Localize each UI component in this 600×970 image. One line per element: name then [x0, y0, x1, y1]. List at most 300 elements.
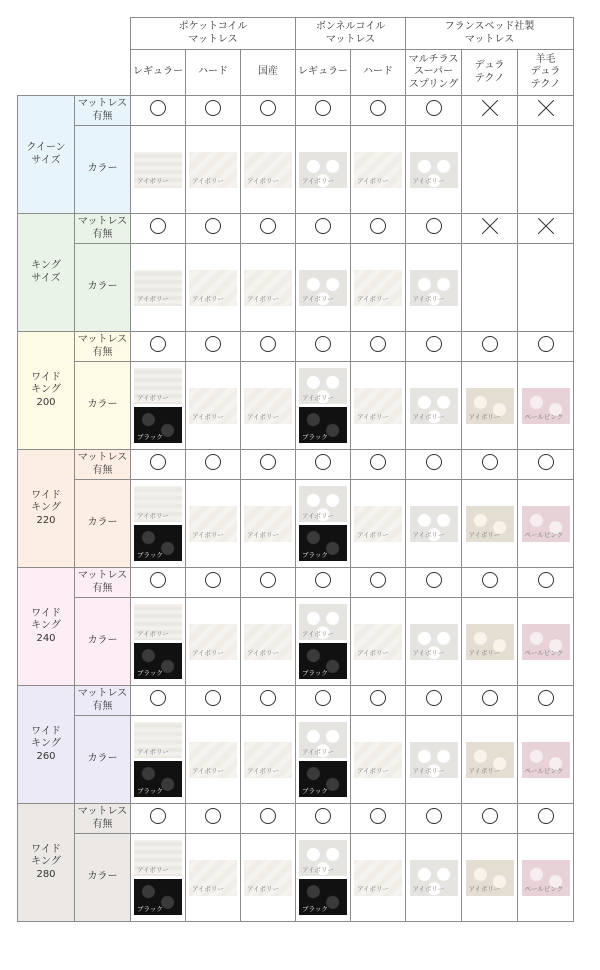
availability-cell — [351, 686, 406, 716]
circle-mark-icon — [150, 336, 166, 352]
availability-cell — [462, 214, 518, 244]
swatch-group — [351, 152, 405, 188]
circle-mark-icon — [150, 100, 166, 116]
color-cell — [186, 126, 241, 214]
table-row — [18, 804, 574, 834]
swatch-group — [462, 388, 517, 424]
swatch-label: アイボリー — [412, 413, 445, 422]
color-cell — [186, 716, 241, 804]
color-label: カラー — [75, 716, 131, 804]
circle-mark-icon — [150, 808, 166, 824]
table-row — [18, 834, 574, 922]
size-label-line: 240 — [36, 632, 56, 644]
swatch-group — [351, 388, 405, 424]
color-cell — [131, 716, 186, 804]
color-swatch-ivory — [354, 624, 402, 660]
mattress-label: マットレス 有無 — [75, 96, 131, 126]
color-swatch-ivory — [410, 624, 458, 660]
color-cell — [296, 362, 351, 450]
table-row — [18, 126, 574, 214]
column-header — [241, 50, 296, 96]
swatch-label: アイボリー — [247, 177, 279, 186]
color-cell — [518, 480, 574, 568]
circle-mark-icon — [260, 218, 276, 234]
circle-mark-icon — [426, 336, 442, 352]
swatch-label: ブラック — [137, 904, 163, 913]
column-header-line: ハード — [363, 66, 394, 78]
table-row — [18, 96, 574, 126]
circle-mark-icon — [260, 336, 276, 352]
color-swatch-pink — [522, 506, 570, 542]
availability-cell — [296, 686, 351, 716]
availability-cell — [131, 450, 186, 480]
circle-mark-icon — [260, 572, 276, 588]
color-cell — [462, 244, 518, 332]
color-cell — [518, 362, 574, 450]
swatch-label: アイボリー — [302, 295, 334, 304]
size-label-line: キング — [31, 620, 61, 632]
swatch-group — [186, 742, 240, 778]
color-cell — [406, 716, 462, 804]
color-cell — [131, 362, 186, 450]
color-swatch-ivory — [354, 742, 402, 778]
circle-mark-icon — [426, 218, 442, 234]
color-cell — [186, 480, 241, 568]
circle-mark-icon — [150, 454, 166, 470]
circle-mark-icon — [315, 336, 331, 352]
color-swatch-ivory — [189, 860, 237, 896]
swatch-group — [406, 152, 461, 188]
color-swatch-pink — [522, 388, 570, 424]
column-header-line: マルチラス — [408, 53, 459, 65]
table-row — [18, 244, 574, 332]
circle-mark-icon — [315, 572, 331, 588]
swatch-group — [241, 506, 295, 542]
swatch-label: ブラック — [302, 668, 328, 677]
color-swatch-ivory — [410, 152, 458, 188]
color-swatch-ivory — [244, 388, 292, 424]
swatch-label: アイボリー — [192, 295, 224, 304]
availability-cell — [518, 568, 574, 598]
swatch-label: アイボリー — [468, 885, 501, 894]
color-cell — [186, 362, 241, 450]
circle-mark-icon — [260, 690, 276, 706]
swatch-group — [351, 506, 405, 542]
color-cell — [241, 362, 296, 450]
group-header-bonnell-coil: ボンネルコイル マットレス — [296, 18, 406, 50]
color-cell — [296, 244, 351, 332]
swatch-label: ブラック — [302, 432, 328, 441]
color-label: カラー — [75, 834, 131, 922]
color-swatch-ivory — [299, 486, 347, 522]
circle-mark-icon — [205, 572, 221, 588]
size-label-line: キング — [31, 384, 61, 396]
color-cell — [131, 244, 186, 332]
swatch-group — [296, 604, 350, 679]
color-swatch-ivory — [134, 840, 182, 876]
color-swatch-ivory — [189, 742, 237, 778]
color-swatch-ivory — [244, 270, 292, 306]
circle-mark-icon — [150, 572, 166, 588]
availability-cell — [131, 332, 186, 362]
availability-cell — [296, 568, 351, 598]
column-header-line: デュラ — [530, 66, 561, 78]
swatch-group — [131, 152, 185, 188]
swatch-group — [406, 506, 461, 542]
cross-mark-icon — [481, 217, 499, 235]
swatch-label: アイボリー — [412, 295, 445, 304]
swatch-group — [296, 152, 350, 188]
availability-cell — [518, 96, 574, 126]
color-cell — [296, 834, 351, 922]
size-label-line: ワイド — [31, 725, 61, 737]
color-swatch-ivory — [354, 152, 402, 188]
swatch-label: アイボリー — [412, 649, 445, 658]
availability-cell — [518, 804, 574, 834]
swatch-label: アイボリー — [357, 295, 389, 304]
circle-mark-icon — [538, 336, 554, 352]
swatch-label: ペールピンク — [524, 531, 564, 540]
color-swatch-black — [134, 761, 182, 797]
availability-cell — [296, 96, 351, 126]
availability-cell — [296, 450, 351, 480]
swatch-group — [241, 152, 295, 188]
swatch-label: アイボリー — [412, 767, 445, 776]
swatch-group — [131, 604, 185, 679]
availability-cell — [462, 450, 518, 480]
column-header-line: テクノ — [530, 78, 561, 90]
size-label — [18, 214, 75, 332]
swatch-group — [131, 722, 185, 797]
table-row — [18, 362, 574, 450]
circle-mark-icon — [370, 572, 386, 588]
color-swatch-ivory — [410, 506, 458, 542]
mattress-label: マットレス 有無 — [75, 804, 131, 834]
color-swatch-pink — [522, 860, 570, 896]
swatch-label: アイボリー — [302, 747, 334, 756]
circle-mark-icon — [150, 218, 166, 234]
availability-cell — [351, 332, 406, 362]
swatch-group — [406, 860, 461, 896]
circle-mark-icon — [370, 218, 386, 234]
swatch-label: アイボリー — [247, 649, 279, 658]
swatch-group — [186, 270, 240, 306]
cross-mark-icon — [481, 99, 499, 117]
color-label: カラー — [75, 126, 131, 214]
column-header — [518, 50, 574, 96]
availability-cell — [351, 214, 406, 244]
column-header — [296, 50, 351, 96]
swatch-group — [296, 270, 350, 306]
size-label — [18, 686, 75, 804]
color-swatch-black — [134, 643, 182, 679]
color-label: カラー — [75, 244, 131, 332]
color-cell — [241, 598, 296, 686]
availability-cell — [296, 804, 351, 834]
circle-mark-icon — [370, 100, 386, 116]
header-group-row — [18, 18, 574, 50]
circle-mark-icon — [315, 454, 331, 470]
color-swatch-black — [299, 525, 347, 561]
color-swatch-ivory — [189, 388, 237, 424]
circle-mark-icon — [426, 572, 442, 588]
circle-mark-icon — [150, 690, 166, 706]
color-swatch-ivory — [466, 742, 514, 778]
swatch-label: ブラック — [302, 786, 328, 795]
circle-mark-icon — [315, 808, 331, 824]
color-cell — [351, 126, 406, 214]
circle-mark-icon — [260, 454, 276, 470]
swatch-label: アイボリー — [468, 767, 501, 776]
color-swatch-ivory — [410, 270, 458, 306]
size-label-line: キング — [31, 856, 61, 868]
availability-cell — [241, 450, 296, 480]
color-swatch-ivory — [134, 722, 182, 758]
color-swatch-black — [299, 761, 347, 797]
size-label — [18, 568, 75, 686]
color-cell — [406, 834, 462, 922]
swatch-group — [406, 270, 461, 306]
circle-mark-icon — [426, 454, 442, 470]
color-cell — [462, 480, 518, 568]
column-header-line: テクノ — [474, 72, 505, 84]
availability-cell — [186, 450, 241, 480]
swatch-group — [131, 486, 185, 561]
swatch-label: アイボリー — [357, 885, 389, 894]
color-swatch-ivory — [134, 152, 182, 188]
color-cell — [241, 244, 296, 332]
swatch-group — [186, 860, 240, 896]
size-label-line: ワイド — [31, 489, 61, 501]
color-label: カラー — [75, 598, 131, 686]
color-cell — [351, 598, 406, 686]
color-swatch-black — [134, 525, 182, 561]
availability-cell — [186, 96, 241, 126]
circle-mark-icon — [370, 336, 386, 352]
size-label-line: 220 — [36, 514, 56, 526]
color-cell — [518, 716, 574, 804]
color-cell — [351, 480, 406, 568]
size-label-line: キング — [31, 502, 61, 514]
circle-mark-icon — [205, 454, 221, 470]
table-row — [18, 332, 574, 362]
circle-mark-icon — [538, 454, 554, 470]
availability-cell — [518, 450, 574, 480]
color-swatch-ivory — [244, 624, 292, 660]
circle-mark-icon — [205, 100, 221, 116]
availability-cell — [462, 96, 518, 126]
column-header — [351, 50, 406, 96]
color-cell — [462, 362, 518, 450]
swatch-group — [241, 624, 295, 660]
color-swatch-ivory — [244, 506, 292, 542]
column-header — [462, 50, 518, 96]
circle-mark-icon — [426, 808, 442, 824]
swatch-label: アイボリー — [137, 295, 169, 304]
color-cell — [241, 126, 296, 214]
circle-mark-icon — [370, 454, 386, 470]
table-row — [18, 450, 574, 480]
color-cell — [186, 598, 241, 686]
swatch-group — [241, 860, 295, 896]
color-swatch-ivory — [466, 388, 514, 424]
swatch-group — [518, 860, 573, 896]
swatch-label: アイボリー — [302, 177, 334, 186]
circle-mark-icon — [205, 218, 221, 234]
swatch-group — [351, 742, 405, 778]
mattress-label: マットレス 有無 — [75, 450, 131, 480]
availability-cell — [241, 96, 296, 126]
color-swatch-ivory — [299, 270, 347, 306]
color-cell — [241, 716, 296, 804]
color-swatch-ivory — [466, 624, 514, 660]
color-swatch-black — [299, 643, 347, 679]
color-cell — [462, 716, 518, 804]
availability-cell — [296, 214, 351, 244]
group-header-france-bed: フランスベッド社製 マットレス — [406, 18, 574, 50]
color-cell — [351, 362, 406, 450]
color-swatch-ivory — [189, 152, 237, 188]
swatch-label: アイボリー — [468, 649, 501, 658]
swatch-group — [351, 624, 405, 660]
color-cell — [186, 244, 241, 332]
swatch-group — [462, 506, 517, 542]
color-swatch-ivory — [354, 388, 402, 424]
swatch-group — [296, 486, 350, 561]
size-label — [18, 450, 75, 568]
availability-cell — [131, 568, 186, 598]
swatch-label: アイボリー — [192, 531, 224, 540]
swatch-group — [131, 368, 185, 443]
swatch-label: アイボリー — [192, 177, 224, 186]
color-cell — [351, 716, 406, 804]
availability-cell — [351, 568, 406, 598]
size-label-line: ワイド — [31, 607, 61, 619]
circle-mark-icon — [538, 690, 554, 706]
circle-mark-icon — [482, 690, 498, 706]
size-label — [18, 96, 75, 214]
swatch-group — [518, 506, 573, 542]
swatch-group — [296, 722, 350, 797]
color-swatch-black — [299, 407, 347, 443]
circle-mark-icon — [205, 336, 221, 352]
swatch-label: アイボリー — [412, 177, 445, 186]
swatch-label: アイボリー — [302, 629, 334, 638]
color-swatch-black — [134, 879, 182, 915]
color-swatch-ivory — [354, 270, 402, 306]
color-swatch-ivory — [410, 860, 458, 896]
color-cell — [462, 834, 518, 922]
swatch-group — [131, 840, 185, 915]
availability-cell — [241, 804, 296, 834]
color-swatch-ivory — [134, 604, 182, 640]
color-cell — [462, 126, 518, 214]
availability-cell — [186, 804, 241, 834]
color-cell — [518, 834, 574, 922]
table-row — [18, 480, 574, 568]
color-swatch-ivory — [299, 840, 347, 876]
size-label-line: サイズ — [31, 272, 61, 284]
swatch-label: アイボリー — [192, 767, 224, 776]
mattress-label: マットレス 有無 — [75, 686, 131, 716]
color-swatch-black — [134, 407, 182, 443]
color-swatch-ivory — [244, 860, 292, 896]
swatch-label: アイボリー — [357, 531, 389, 540]
color-swatch-ivory — [299, 152, 347, 188]
circle-mark-icon — [315, 690, 331, 706]
color-swatch-ivory — [354, 506, 402, 542]
swatch-group — [296, 840, 350, 915]
table-row — [18, 686, 574, 716]
swatch-group — [406, 388, 461, 424]
swatch-group — [406, 624, 461, 660]
swatch-label: アイボリー — [137, 629, 169, 638]
swatch-label: アイボリー — [137, 511, 169, 520]
size-label-line: サイズ — [31, 154, 61, 166]
swatch-label: アイボリー — [412, 531, 445, 540]
availability-cell — [296, 332, 351, 362]
color-cell — [296, 480, 351, 568]
color-cell — [131, 480, 186, 568]
swatch-label: アイボリー — [137, 177, 169, 186]
column-header — [131, 50, 186, 96]
availability-cell — [186, 686, 241, 716]
color-cell — [406, 598, 462, 686]
size-label-line: キング — [31, 738, 61, 750]
circle-mark-icon — [426, 690, 442, 706]
color-swatch-ivory — [189, 506, 237, 542]
color-cell — [406, 244, 462, 332]
color-swatch-ivory — [410, 388, 458, 424]
color-cell — [351, 834, 406, 922]
color-swatch-ivory — [299, 604, 347, 640]
circle-mark-icon — [482, 336, 498, 352]
swatch-label: アイボリー — [247, 531, 279, 540]
swatch-label: ペールピンク — [524, 767, 564, 776]
color-cell — [518, 244, 574, 332]
swatch-group — [296, 368, 350, 443]
color-cell — [351, 244, 406, 332]
color-swatch-pink — [522, 624, 570, 660]
availability-cell — [462, 686, 518, 716]
swatch-label: ブラック — [137, 550, 163, 559]
mattress-availability-table — [17, 17, 574, 922]
table-row — [18, 598, 574, 686]
size-label — [18, 804, 75, 922]
mattress-label: マットレス 有無 — [75, 214, 131, 244]
swatch-label: アイボリー — [137, 393, 169, 402]
color-swatch-ivory — [134, 368, 182, 404]
swatch-label: アイボリー — [357, 177, 389, 186]
color-cell — [131, 834, 186, 922]
availability-cell — [241, 332, 296, 362]
availability-cell — [406, 568, 462, 598]
color-cell — [186, 834, 241, 922]
circle-mark-icon — [205, 808, 221, 824]
swatch-group — [351, 270, 405, 306]
swatch-label: アイボリー — [247, 295, 279, 304]
availability-cell — [406, 450, 462, 480]
swatch-label: アイボリー — [192, 885, 224, 894]
circle-mark-icon — [260, 808, 276, 824]
color-swatch-ivory — [134, 486, 182, 522]
circle-mark-icon — [370, 808, 386, 824]
table-row — [18, 716, 574, 804]
color-cell — [131, 598, 186, 686]
availability-cell — [131, 214, 186, 244]
availability-cell — [186, 332, 241, 362]
color-swatch-ivory — [466, 860, 514, 896]
